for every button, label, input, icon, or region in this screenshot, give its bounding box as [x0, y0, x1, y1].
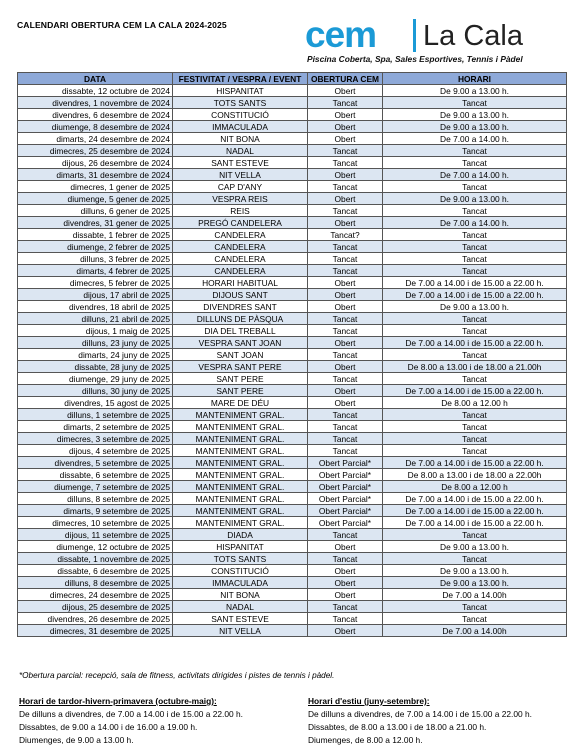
cell-hours: De 7.00 a 14.00 i de 15.00 a 22.00 h. [383, 277, 567, 289]
cell-opening: Obert [308, 121, 383, 133]
cell-event: MANTENIMENT GRAL. [173, 505, 308, 517]
cell-hours: Tancat [383, 205, 567, 217]
cell-date: dissabte, 1 novembre de 2025 [18, 553, 173, 565]
cell-date: diumenge, 5 gener de 2025 [18, 193, 173, 205]
cell-date: dilluns, 23 juny de 2025 [18, 337, 173, 349]
table-row [18, 469, 567, 481]
cell-opening: Obert [308, 565, 383, 577]
cell-date: diumenge, 7 setembre de 2025 [18, 481, 173, 493]
cell-hours: De 9.00 a 13.00 h. [383, 121, 567, 133]
table-row [18, 493, 567, 505]
table-row [18, 193, 567, 205]
table-row [18, 133, 567, 145]
cell-hours: Tancat [383, 157, 567, 169]
cell-opening: Obert [308, 289, 383, 301]
cell-opening: Obert [308, 577, 383, 589]
cell-date: dimecres, 1 gener de 2025 [18, 181, 173, 193]
cell-opening: Obert [308, 541, 383, 553]
cell-date: dilluns, 6 gener de 2025 [18, 205, 173, 217]
cell-hours: Tancat [383, 613, 567, 625]
table-row [18, 589, 567, 601]
cell-event: CANDELERA [173, 253, 308, 265]
cell-event: MANTENIMENT GRAL. [173, 433, 308, 445]
cell-hours: Tancat [383, 325, 567, 337]
cell-date: dimarts, 2 setembre de 2025 [18, 421, 173, 433]
cell-opening: Obert [308, 193, 383, 205]
cell-hours: Tancat [383, 181, 567, 193]
table-row [18, 577, 567, 589]
cell-date: dilluns, 21 abril de 2025 [18, 313, 173, 325]
header-hours: HORARI [383, 73, 567, 85]
cell-event: TOTS SANTS [173, 97, 308, 109]
cell-opening: Tancat [308, 181, 383, 193]
cell-event: DILLUNS DE PÀSQUA [173, 313, 308, 325]
cell-opening: Tancat [308, 313, 383, 325]
cell-date: divendres, 15 agost de 2025 [18, 397, 173, 409]
cell-event: SANT PERE [173, 373, 308, 385]
header-event: FESTIVITAT / VESPRA / EVENT [173, 73, 308, 85]
cell-date: dissabte, 12 octubre de 2024 [18, 85, 173, 97]
cell-event: CANDELERA [173, 241, 308, 253]
cell-hours: De 7.00 a 14.00 i de 15.00 a 22.00 h. [383, 385, 567, 397]
cell-opening: Tancat [308, 241, 383, 253]
table-row [18, 613, 567, 625]
table-row [18, 541, 567, 553]
cell-hours: De 7.00 a 14.00 i de 15.00 a 22.00 h. [383, 517, 567, 529]
cell-opening: Obert [308, 109, 383, 121]
cell-hours: De 9.00 a 13.00 h. [383, 565, 567, 577]
cell-date: dilluns, 8 desembre de 2025 [18, 577, 173, 589]
table-row [18, 517, 567, 529]
cell-opening: Tancat [308, 253, 383, 265]
table-row [18, 145, 567, 157]
cell-event: SANT JOAN [173, 349, 308, 361]
cell-date: dimecres, 3 setembre de 2025 [18, 433, 173, 445]
table-row [18, 349, 567, 361]
cell-opening: Obert [308, 589, 383, 601]
table-body [18, 85, 567, 637]
cell-opening: Tancat [308, 613, 383, 625]
cell-date: diumenge, 2 febrer de 2025 [18, 241, 173, 253]
cell-event: IMMACULADA [173, 121, 308, 133]
winter-schedule-heading: Horari de tardor-hivern-primavera (octubre-maig): [19, 696, 217, 706]
cell-date: dilluns, 1 setembre de 2025 [18, 409, 173, 421]
cell-date: diumenge, 29 juny de 2025 [18, 373, 173, 385]
cell-hours: Tancat [383, 601, 567, 613]
cell-event: SANT PERE [173, 385, 308, 397]
cell-opening: Tancat [308, 409, 383, 421]
cell-opening: Obert Parcial* [308, 481, 383, 493]
table-row [18, 325, 567, 337]
cell-date: dimarts, 24 juny de 2025 [18, 349, 173, 361]
cell-event: CONSTITUCIÓ [173, 565, 308, 577]
cell-date: dissabte, 6 setembre de 2025 [18, 469, 173, 481]
table-row [18, 241, 567, 253]
cell-date: dijous, 11 setembre de 2025 [18, 529, 173, 541]
cell-hours: De 7.00 a 14.00 i de 15.00 a 22.00 h. [383, 337, 567, 349]
cell-hours: Tancat [383, 433, 567, 445]
cell-event: CANDELERA [173, 229, 308, 241]
cell-date: diumenge, 12 octubre de 2025 [18, 541, 173, 553]
table-row [18, 277, 567, 289]
cell-event: SANT ESTEVE [173, 613, 308, 625]
table-row [18, 229, 567, 241]
table-row [18, 625, 567, 637]
cell-date: dilluns, 3 febrer de 2025 [18, 253, 173, 265]
table-row [18, 97, 567, 109]
cell-event: NIT BONA [173, 133, 308, 145]
cell-event: MANTENIMENT GRAL. [173, 421, 308, 433]
header-date: DATA [18, 73, 173, 85]
cell-event: PREGÓ CANDELERA [173, 217, 308, 229]
table-row [18, 289, 567, 301]
cell-date: dijous, 1 maig de 2025 [18, 325, 173, 337]
cell-opening: Obert [308, 133, 383, 145]
cell-hours: Tancat [383, 373, 567, 385]
cell-opening: Obert [308, 301, 383, 313]
table-row [18, 373, 567, 385]
cell-event: VESPRA SANT JOAN [173, 337, 308, 349]
cell-hours: Tancat [383, 145, 567, 157]
cell-opening: Obert [308, 85, 383, 97]
winter-schedule-line: Diumenges, de 9.00 a 13.00 h. [19, 735, 134, 745]
cell-date: dimecres, 25 desembre de 2024 [18, 145, 173, 157]
cell-hours: Tancat [383, 409, 567, 421]
cell-event: REIS [173, 205, 308, 217]
table-row [18, 505, 567, 517]
cell-opening: Obert [308, 361, 383, 373]
cell-hours: De 7.00 a 14.00 i de 15.00 a 22.00 h. [383, 505, 567, 517]
cell-event: DIVENDRES SANT [173, 301, 308, 313]
cell-hours: Tancat [383, 529, 567, 541]
cell-opening: Obert [308, 397, 383, 409]
summer-schedule-line: Diumenges, de 8.00 a 12.00 h. [308, 735, 423, 745]
cell-hours: De 8.00 a 12.00 h [383, 481, 567, 493]
cell-date: dilluns, 8 setembre de 2025 [18, 493, 173, 505]
cell-opening: Obert [308, 337, 383, 349]
cell-event: HISPANITAT [173, 85, 308, 97]
cell-date: dissabte, 28 juny de 2025 [18, 361, 173, 373]
cell-opening: Obert [308, 277, 383, 289]
table-row [18, 157, 567, 169]
cell-hours: De 7.00 a 14.00 i de 15.00 a 22.00 h. [383, 493, 567, 505]
cell-opening: Tancat? [308, 229, 383, 241]
summer-schedule-line: Dissabtes, de 8.00 a 13.00 i de 18.00 a 21.00 h. [308, 722, 487, 732]
table-row [18, 565, 567, 577]
cell-opening: Obert [308, 217, 383, 229]
cell-opening: Tancat [308, 433, 383, 445]
cell-opening: Obert Parcial* [308, 457, 383, 469]
cell-opening: Tancat [308, 349, 383, 361]
winter-schedule-line: De dilluns a divendres, de 7.00 a 14.00 i de 15.00 a 22.00 h. [19, 709, 243, 719]
table-row [18, 421, 567, 433]
table-row [18, 253, 567, 265]
cell-date: divendres, 18 abril de 2025 [18, 301, 173, 313]
table-row [18, 481, 567, 493]
cell-event: HORARI HABITUAL [173, 277, 308, 289]
logo-cem-text: cem [305, 14, 377, 55]
cell-hours: De 8.00 a 13.00 i de 18.00 a 22.00h [383, 469, 567, 481]
cell-opening: Obert Parcial* [308, 517, 383, 529]
cell-date: dissabte, 1 febrer de 2025 [18, 229, 173, 241]
cell-event: DIA DEL TREBALL [173, 325, 308, 337]
cell-hours: De 7.00 a 14.00 h. [383, 169, 567, 181]
cell-event: MANTENIMENT GRAL. [173, 409, 308, 421]
cell-event: MARE DE DÉU [173, 397, 308, 409]
cell-hours: De 7.00 a 14.00 i de 15.00 a 22.00 h. [383, 457, 567, 469]
cell-event: NIT VELLA [173, 625, 308, 637]
cell-opening: Tancat [308, 157, 383, 169]
cell-opening: Tancat [308, 325, 383, 337]
cell-opening: Obert Parcial* [308, 469, 383, 481]
cell-date: dimarts, 9 setembre de 2025 [18, 505, 173, 517]
partial-opening-note: *Obertura parcial: recepció, sala de fitness, activitats dirigides i pistes de tennis i pàdel. [19, 671, 335, 680]
cell-hours: Tancat [383, 97, 567, 109]
table-row [18, 433, 567, 445]
cell-hours: Tancat [383, 265, 567, 277]
opening-calendar-table [17, 72, 567, 637]
cell-hours: De 9.00 a 13.00 h. [383, 577, 567, 589]
cell-opening: Obert Parcial* [308, 505, 383, 517]
cell-date: dissabte, 6 desembre de 2025 [18, 565, 173, 577]
summer-schedule-line: De dilluns a divendres, de 7.00 a 14.00 i de 15.00 a 22.00 h. [308, 709, 532, 719]
cell-hours: De 9.00 a 13.00 h. [383, 541, 567, 553]
cell-event: IMMACULADA [173, 577, 308, 589]
summer-schedule-heading: Horari d'estiu (juny-setembre): [308, 696, 430, 706]
logo-subtitle: Piscina Coberta, Spa, Sales Esportives, Tennis i Pàdel [307, 54, 523, 64]
cell-event: DIJOUS SANT [173, 289, 308, 301]
cell-event: SANT ESTEVE [173, 157, 308, 169]
cell-event: MANTENIMENT GRAL. [173, 493, 308, 505]
cell-opening: Tancat [308, 421, 383, 433]
cell-event: MANTENIMENT GRAL. [173, 517, 308, 529]
cell-opening: Obert [308, 385, 383, 397]
cell-hours: Tancat [383, 253, 567, 265]
cell-date: dimecres, 31 desembre de 2025 [18, 625, 173, 637]
header-opening: OBERTURA CEM [308, 73, 383, 85]
cell-hours: De 7.00 a 14.00 h. [383, 217, 567, 229]
cell-date: dijous, 25 desembre de 2025 [18, 601, 173, 613]
table-row [18, 205, 567, 217]
cell-hours: Tancat [383, 553, 567, 565]
page-title: CALENDARI OBERTURA CEM LA CALA 2024-2025 [17, 20, 227, 30]
cell-date: dilluns, 30 juny de 2025 [18, 385, 173, 397]
cell-hours: Tancat [383, 349, 567, 361]
table-row [18, 397, 567, 409]
cell-date: dimecres, 24 desembre de 2025 [18, 589, 173, 601]
cell-event: MANTENIMENT GRAL. [173, 469, 308, 481]
cell-event: DIADA [173, 529, 308, 541]
cell-opening: Tancat [308, 529, 383, 541]
cell-event: CONSTITUCIÓ [173, 109, 308, 121]
cell-event: TOTS SANTS [173, 553, 308, 565]
cell-hours: De 7.00 a 14.00 i de 15.00 a 22.00 h. [383, 289, 567, 301]
cell-date: divendres, 5 setembre de 2025 [18, 457, 173, 469]
cell-opening: Tancat [308, 205, 383, 217]
cell-hours: Tancat [383, 445, 567, 457]
cell-hours: De 7.00 a 14.00h [383, 625, 567, 637]
cell-opening: Tancat [308, 553, 383, 565]
cell-date: divendres, 1 novembre de 2024 [18, 97, 173, 109]
cell-date: dimecres, 10 setembre de 2025 [18, 517, 173, 529]
cell-date: dijous, 4 setembre de 2025 [18, 445, 173, 457]
cell-event: NIT BONA [173, 589, 308, 601]
table-row [18, 385, 567, 397]
cell-event: NADAL [173, 601, 308, 613]
cell-date: divendres, 26 desembre de 2025 [18, 613, 173, 625]
cell-event: MANTENIMENT GRAL. [173, 445, 308, 457]
cell-date: diumenge, 8 desembre de 2024 [18, 121, 173, 133]
table-header-row [18, 73, 567, 85]
cell-date: dimarts, 24 desembre de 2024 [18, 133, 173, 145]
table-row [18, 121, 567, 133]
cell-opening: Tancat [308, 373, 383, 385]
cell-hours: Tancat [383, 421, 567, 433]
table-row [18, 265, 567, 277]
cell-event: CAP D'ANY [173, 181, 308, 193]
cell-hours: De 7.00 a 14.00 h. [383, 133, 567, 145]
table-row [18, 337, 567, 349]
cell-hours: De 8.00 a 12.00 h [383, 397, 567, 409]
table-row [18, 301, 567, 313]
winter-schedule [19, 695, 243, 747]
cell-date: dimecres, 5 febrer de 2025 [18, 277, 173, 289]
cell-event: MANTENIMENT GRAL. [173, 457, 308, 469]
table-row [18, 181, 567, 193]
cell-date: dijous, 26 desembre de 2024 [18, 157, 173, 169]
cell-date: dimarts, 31 desembre de 2024 [18, 169, 173, 181]
table-row [18, 361, 567, 373]
cell-opening: Tancat [308, 97, 383, 109]
table-row [18, 313, 567, 325]
cell-event: CANDELERA [173, 265, 308, 277]
cell-hours: De 9.00 a 13.00 h. [383, 301, 567, 313]
cell-event: VESPRA REIS [173, 193, 308, 205]
cell-hours: Tancat [383, 241, 567, 253]
cell-date: dimarts, 4 febrer de 2025 [18, 265, 173, 277]
logo [305, 15, 575, 67]
cell-opening: Tancat [308, 445, 383, 457]
cell-opening: Obert [308, 625, 383, 637]
logo-name: La Cala [423, 20, 523, 52]
table-row [18, 217, 567, 229]
cell-hours: De 9.00 a 13.00 h. [383, 193, 567, 205]
table-row [18, 553, 567, 565]
table-row [18, 109, 567, 121]
cell-event: NADAL [173, 145, 308, 157]
cell-opening: Tancat [308, 265, 383, 277]
cell-hours: De 8.00 a 13.00 i de 18.00 a 21.00h [383, 361, 567, 373]
cell-hours: De 9.00 a 13.00 h. [383, 109, 567, 121]
cell-opening: Obert [308, 169, 383, 181]
cell-hours: Tancat [383, 229, 567, 241]
cell-event: NIT VELLA [173, 169, 308, 181]
table-row [18, 529, 567, 541]
cell-hours: De 9.00 a 13.00 h. [383, 85, 567, 97]
logo-divider [413, 19, 416, 52]
cell-opening: Tancat [308, 601, 383, 613]
summer-schedule [308, 695, 532, 747]
cell-date: dijous, 17 abril de 2025 [18, 289, 173, 301]
table-row [18, 445, 567, 457]
cell-hours: Tancat [383, 313, 567, 325]
table-row [18, 409, 567, 421]
table-row [18, 457, 567, 469]
table-row [18, 601, 567, 613]
cell-opening: Tancat [308, 145, 383, 157]
cell-date: divendres, 6 desembre de 2024 [18, 109, 173, 121]
cell-opening: Obert Parcial* [308, 493, 383, 505]
cell-hours: De 7.00 a 14.00h [383, 589, 567, 601]
cell-event: VESPRA SANT PERE [173, 361, 308, 373]
winter-schedule-line: Dissabtes, de 9.00 a 14.00 i de 16.00 a 19.00 h. [19, 722, 198, 732]
cell-event: HISPANITAT [173, 541, 308, 553]
cell-event: MANTENIMENT GRAL. [173, 481, 308, 493]
table-row [18, 169, 567, 181]
cell-date: divendres, 31 gener de 2025 [18, 217, 173, 229]
table-row [18, 85, 567, 97]
